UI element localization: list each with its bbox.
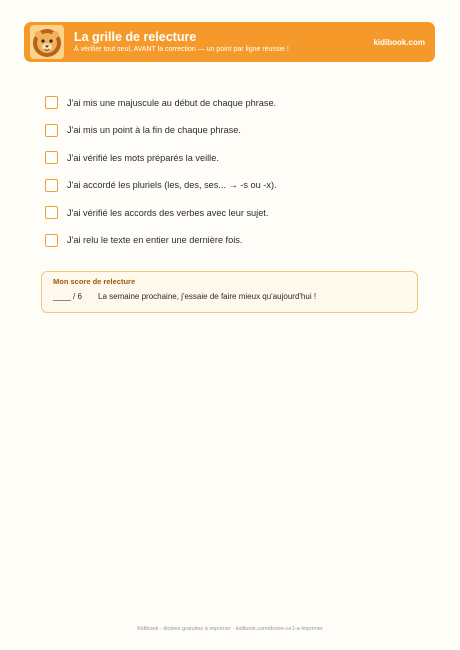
checklist-item-label: J'ai vérifié les mots préparés la veille. [67, 152, 219, 163]
score-blank[interactable]: ____ / 6 [53, 292, 82, 301]
checklist-item[interactable] [45, 172, 425, 200]
checklist-item[interactable] [45, 227, 425, 255]
checklist-item-label: J'ai relu le texte en entier une dernière fois. [67, 235, 243, 246]
score-row [53, 292, 406, 301]
page-title: La grille de relecture [74, 29, 197, 44]
score-box [41, 271, 418, 313]
score-message: La semaine prochaine, j'essaie de faire mieux qu'aujourd'hui ! [98, 292, 317, 301]
checkbox[interactable] [45, 96, 58, 109]
checkbox[interactable] [45, 206, 58, 219]
checkbox[interactable] [45, 234, 58, 247]
checklist-item[interactable] [45, 144, 425, 172]
checkbox[interactable] [45, 179, 58, 192]
brand-label: kidibook.com [373, 37, 425, 47]
checklist-item[interactable] [45, 89, 425, 117]
checklist-item-label: J'ai accordé les pluriels (les, des, ses... → -s ou -x). [67, 180, 277, 191]
page-footer: Kidibook · dictées gratuites à imprimer · kidibook.com/dictee-ce1-a-imprimer [137, 626, 323, 632]
lion-mascot-icon [30, 25, 64, 59]
checklist-item[interactable] [45, 117, 425, 145]
page-subtitle: À vérifier tout seul, AVANT la correction — un point par ligne réussie ! [74, 45, 289, 53]
checkbox[interactable] [45, 124, 58, 137]
checkbox[interactable] [45, 151, 58, 164]
checklist-item-label: J'ai mis une majuscule au début de chaque phrase. [67, 97, 277, 108]
checklist [45, 89, 425, 254]
checklist-item[interactable] [45, 199, 425, 227]
header-banner [24, 22, 435, 62]
checklist-item-label: J'ai mis un point à la fin de chaque phrase. [67, 125, 241, 136]
checklist-item-label: J'ai vérifié les accords des verbes avec leur sujet. [67, 207, 269, 218]
score-title: Mon score de relecture [53, 277, 136, 286]
